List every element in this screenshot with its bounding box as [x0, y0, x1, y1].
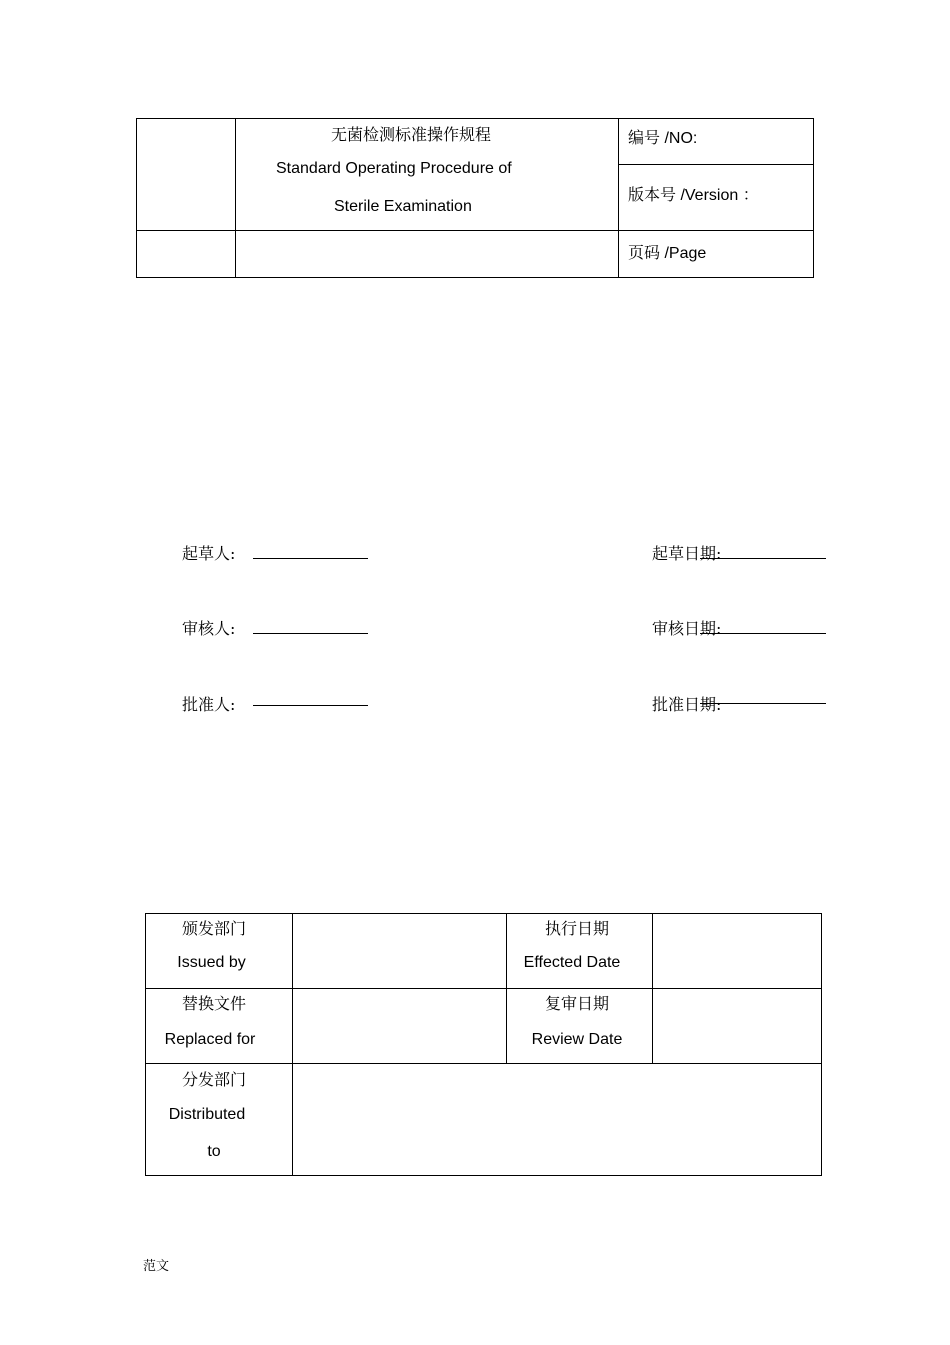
title-en-line1: Standard Operating Procedure of — [276, 160, 512, 177]
draft-date-label: 起草日期: — [652, 544, 722, 563]
version-label: 版本号 /Version ： — [628, 187, 759, 204]
draft-date-line — [700, 558, 826, 559]
header-divider — [235, 119, 236, 277]
effected-date-en: Effected Date — [523, 954, 621, 971]
page-label: 页码 /Page — [628, 245, 707, 262]
drafter-label: 起草人: — [182, 544, 236, 563]
footer-text: 范文 — [143, 1259, 170, 1274]
title-en-line2: Sterile Examination — [334, 198, 472, 215]
reviewer-line — [253, 633, 368, 634]
header-divider — [618, 119, 619, 277]
table-divider — [146, 1063, 821, 1064]
review-date-line — [700, 633, 826, 634]
table-divider — [292, 914, 293, 1175]
replaced-for-cn: 替换文件 — [181, 994, 246, 1013]
approver-line — [253, 705, 368, 706]
review-date-en: Review Date — [531, 1031, 623, 1048]
drafter-line — [253, 558, 368, 559]
issued-by-en: Issued by — [177, 954, 246, 971]
title-cn: 无菌检测标准操作规程 — [331, 125, 492, 144]
distributed-to-cn: 分发部门 — [181, 1070, 246, 1089]
approve-date-line — [700, 703, 826, 704]
distribution-table — [145, 913, 822, 1176]
review-date-label: 审核日期: — [652, 619, 722, 638]
approve-date-label: 批准日期: — [652, 695, 722, 714]
table-divider — [146, 988, 821, 989]
distributed-to-en-line2: to — [207, 1143, 221, 1160]
issued-by-cn: 颁发部门 — [181, 919, 246, 938]
no-label: 编号 /NO: — [628, 130, 698, 147]
replaced-for-en: Replaced for — [164, 1031, 256, 1048]
distributed-to-en-line1: Distributed — [168, 1106, 246, 1123]
approver-label: 批准人: — [182, 695, 236, 714]
header-divider — [137, 230, 813, 231]
header-table — [136, 118, 814, 278]
reviewer-label: 审核人: — [182, 619, 236, 638]
review-date-cn: 复审日期 — [544, 994, 609, 1013]
header-divider — [618, 164, 813, 165]
effected-date-cn: 执行日期 — [544, 919, 609, 938]
